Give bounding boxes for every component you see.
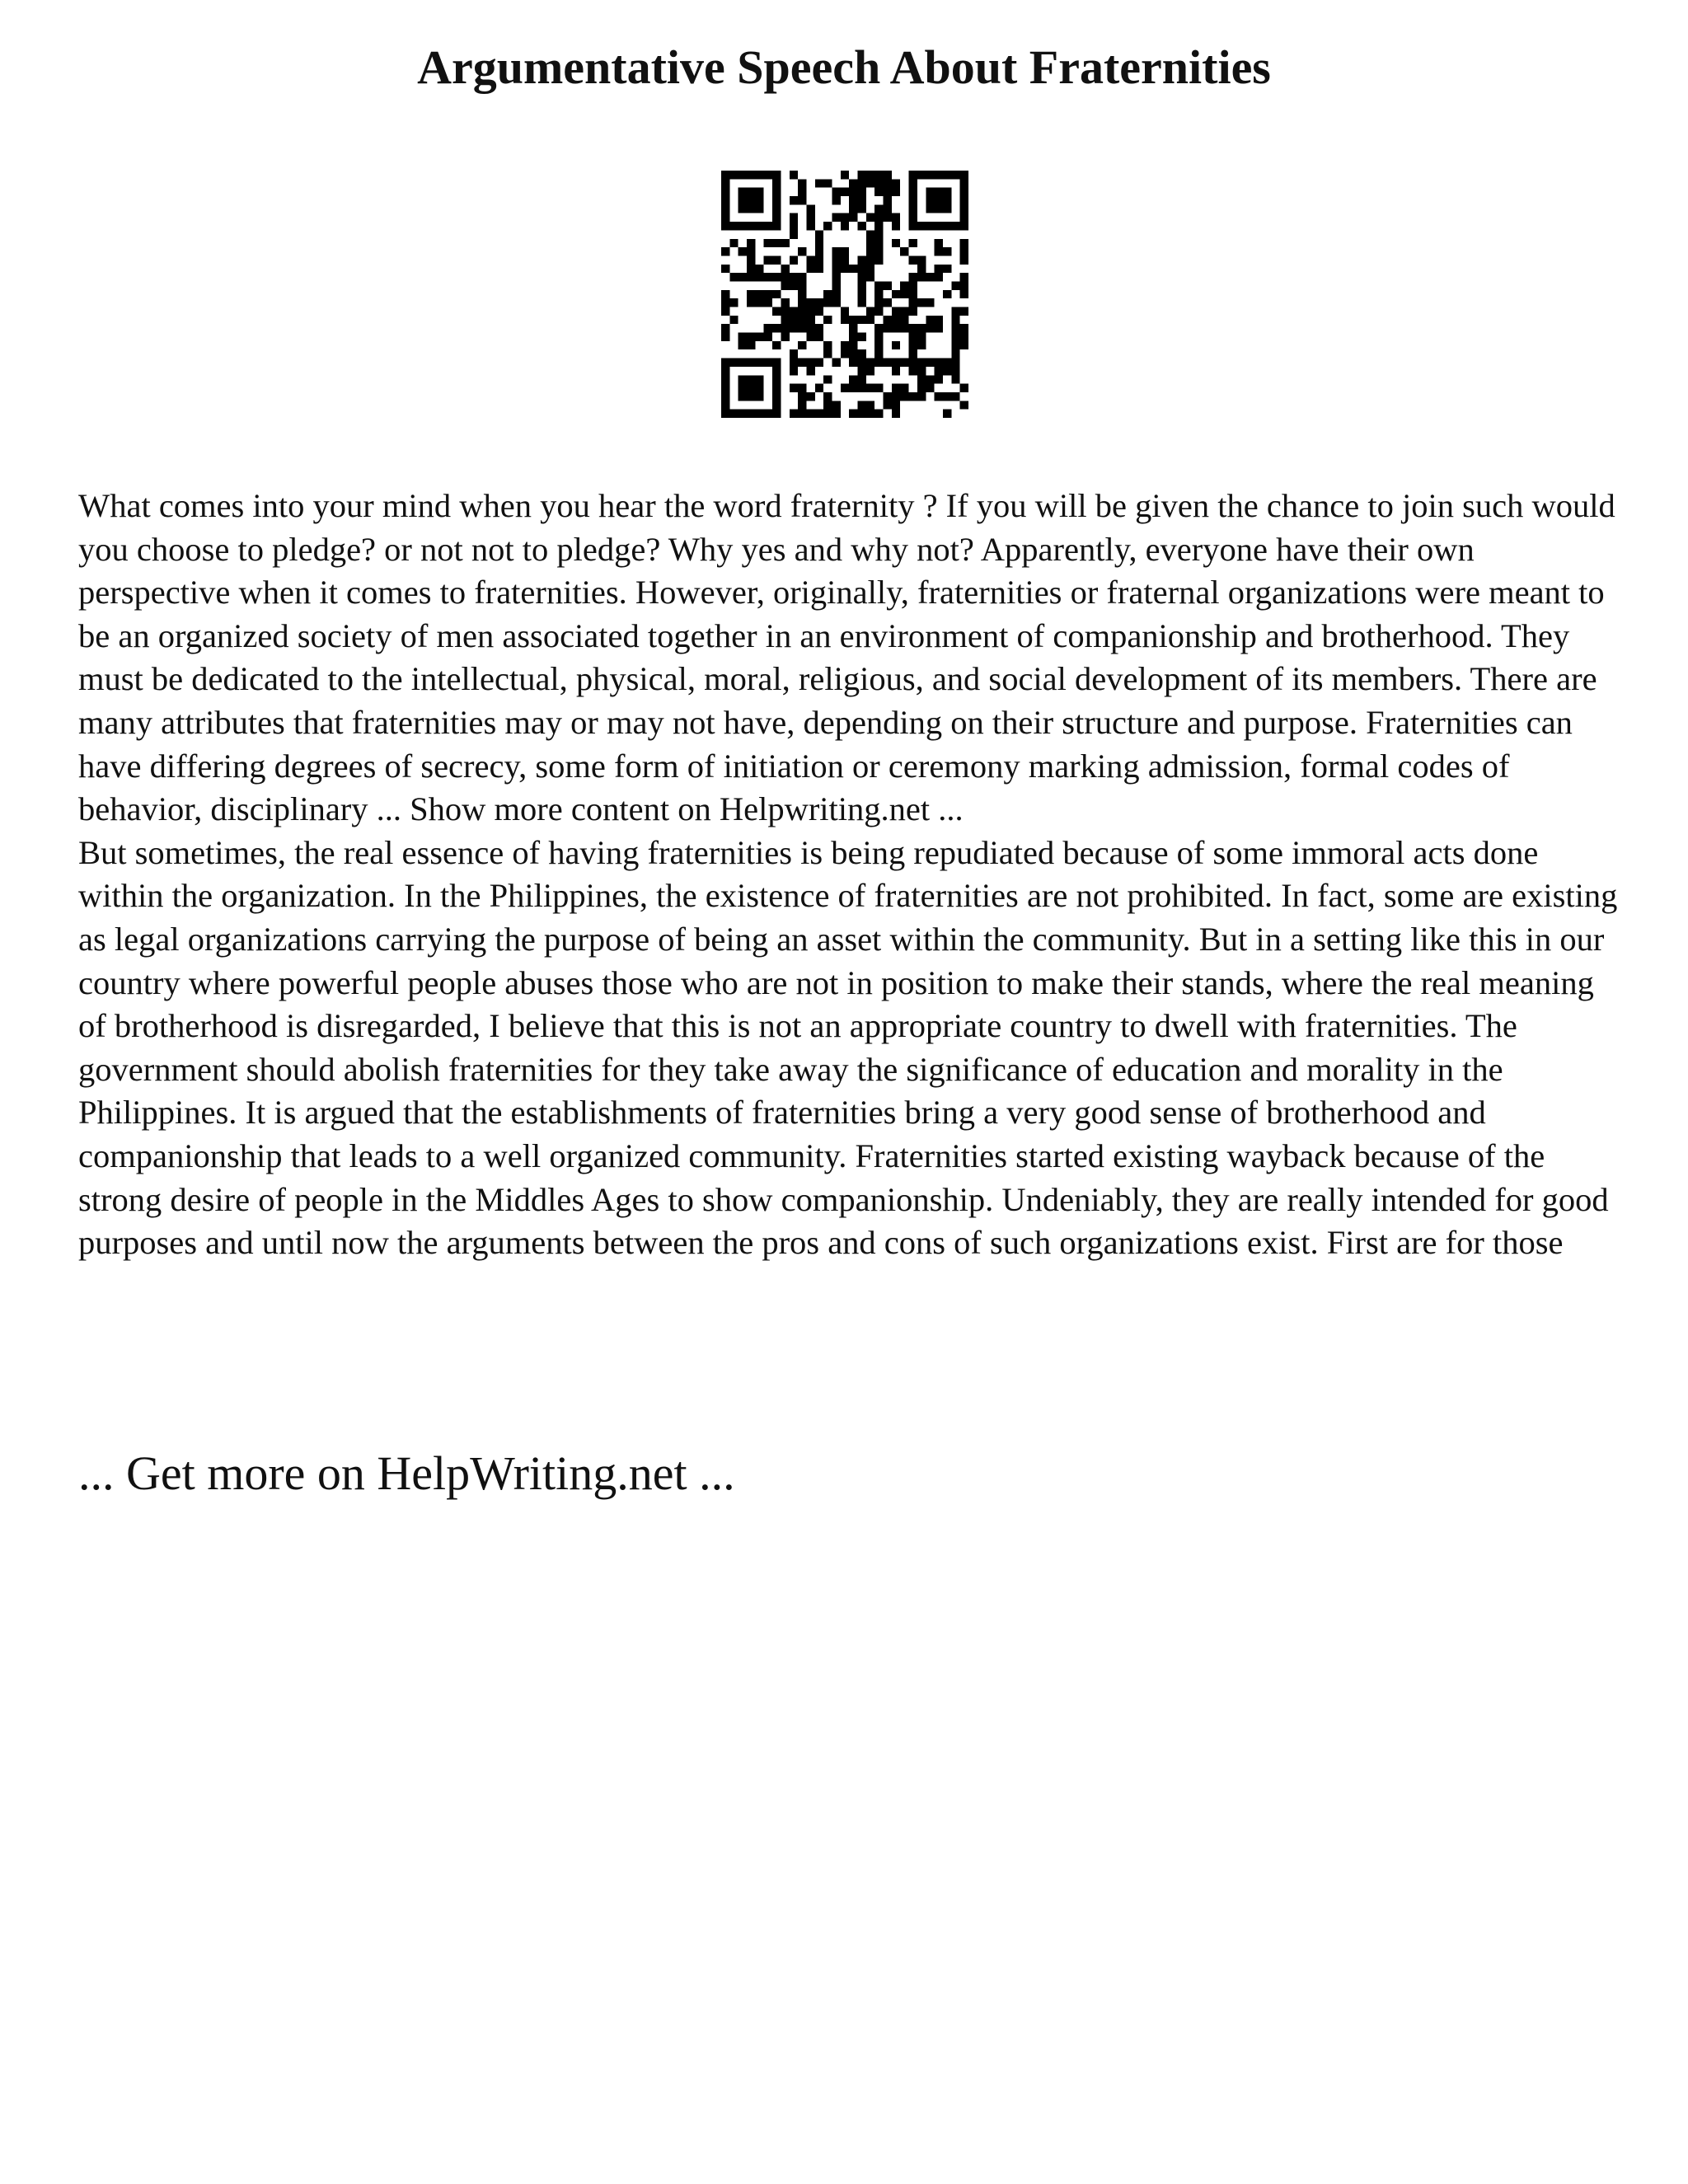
paragraph-intro: What comes into your mind when you hear the word fraternity ? If you will be given the chance to join such would you choose to pledge? or not not to pledge? Why yes and why not? Apparently, everyone have their own perspective when it comes to fraternities. However, originally, fraternities or fraternal organizations were meant to be an organized society of men associated together in an environment of companionship and brotherhood. They must be dedicated to the intellectual, physical, moral, religious, and social development of its members. There are many attributes that fraternities may or may not have, depending on their structure and purpose. Fraternities can have differing degrees of secrecy, some form of initiation or ceremony marking admission, formal codes of behavior, disciplinary ... Show more content on Helpwriting.net ... [78,487,1615,828]
qr-code-icon [721,171,968,418]
paragraph-argument: But sometimes, the real essence of having fraternities is being repudiated because of some immoral acts done within the organization. In the Philippines, the existence of fraternities are not prohibited. In fact, some are existing as legal organizations carrying the purpose of being an asset within the community. But in a setting like this in our country where powerful people abuses those who are not in position to make their stands, where the real meaning of brotherhood is disregarded, I believe that this is not an appropriate country to dwell with fraternities. The government should abolish fraternities for they take away the significance of education and morality in the Philippines. It is argued that the establishments of fraternities bring a very good sense of brotherhood and companionship that leads to a well organized community. Fraternities started existing wayback because of the strong desire of people in the Middles Ages to show companionship. Undeniably, they are really intended for good purposes and until now the arguments between the pros and cons of such organizations exist. First are for those [78,833,1618,1262]
article-body [78,485,1620,1265]
get-more-link[interactable]: ... Get more on HelpWriting.net ... [78,1446,735,1500]
page-title: Argumentative Speech About Fraternities [417,40,1271,94]
